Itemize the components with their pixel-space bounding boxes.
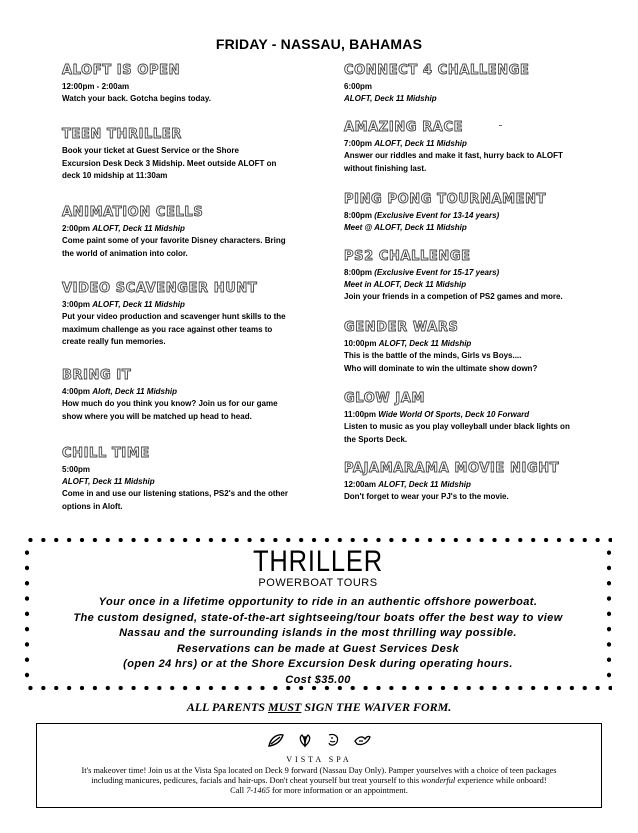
- event-title: AMAZING RACE: [344, 120, 464, 135]
- event-title: TEEN THRILLER: [62, 127, 182, 142]
- bird-icon: [353, 732, 371, 748]
- event-title: ANIMATION CELLS: [62, 205, 204, 220]
- event-amazing-race: [344, 119, 606, 191]
- event-video-scavenger-hunt: [62, 280, 324, 367]
- vista-spa-ad: [36, 723, 602, 808]
- event-time: 7:00pm ALOFT, Deck 11 Midship: [344, 139, 467, 148]
- page-title: FRIDAY - NASSAU, BAHAMAS: [215, 36, 423, 52]
- event-chill-time: [62, 445, 324, 513]
- stray-mark: [499, 125, 502, 126]
- event-gender-wars: [344, 319, 606, 390]
- event-location: ALOFT, Deck 11 Midship: [62, 477, 155, 486]
- flower-icon: [296, 732, 314, 748]
- spa-logo-icons: [37, 732, 601, 753]
- event-title: GENDER WARS: [344, 320, 459, 335]
- event-title: VIDEO SCAVENGER HUNT: [62, 281, 258, 296]
- event-location: Meet @ ALOFT, Deck 11 Midship: [344, 223, 467, 232]
- event-time: 4:00pm Aloft, Deck 11 Midship: [62, 387, 178, 396]
- event-teen-thriller: [62, 126, 324, 204]
- powerboat-ad: [24, 537, 612, 691]
- spa-description: It's makeover time! Join us at the Vista Spa located on Deck 9 forward (Nassau Day Only). Pamper yourselves with a choice of teen packages including manicures, pedicures, facials and hair-ups. Don't cheat yourself but treat yourself to this wonderful experience while onboard! Call 7-1465 for more information or an appointment.: [81, 766, 557, 795]
- event-desc: without finishing last.: [344, 163, 427, 173]
- event-desc: Come paint some of your favorite Disney characters. Bring: [62, 236, 286, 245]
- event-desc: show where you will be matched up head to head.: [62, 411, 252, 421]
- event-bring-it: [62, 367, 324, 445]
- event-animation-cells: [62, 204, 324, 280]
- event-desc: Who will dominate to win the ultimate show down?: [344, 363, 538, 373]
- right-column: [344, 62, 606, 504]
- event-title: CONNECT 4 CHALLENGE: [344, 63, 530, 78]
- event-title: CHILL TIME: [62, 446, 150, 461]
- event-desc: Put your video production and scavenger hunt skills to the: [62, 312, 286, 321]
- event-desc: the world of animation into color.: [62, 248, 188, 258]
- event-desc: Join your friends in a competion of PS2 games and more.: [344, 292, 563, 301]
- event-time: 11:00pm Wide World Of Sports, Deck 10 Forward: [344, 410, 530, 419]
- event-desc: Listen to music as you play volleyball under black lights on: [344, 422, 570, 431]
- event-title: ALOFT IS OPEN: [62, 63, 181, 78]
- event-desc: How much do you think you know? Join us for our game: [62, 399, 278, 408]
- event-desc: Don't forget to wear your PJ's to the movie.: [344, 492, 509, 501]
- event-desc: create really fun memories.: [62, 337, 166, 346]
- face-icon: [324, 732, 342, 748]
- event-desc: This is the battle of the minds, Girls vs Boys....: [344, 351, 522, 360]
- event-desc: deck 10 midship at 11:30am: [62, 171, 168, 180]
- event-desc: Answer our riddles and make it fast, hurry back to ALOFT: [344, 151, 563, 160]
- event-aloft-is-open: [62, 62, 324, 126]
- event-pajamarama-movie-night: [344, 460, 606, 504]
- event-location: ALOFT, Deck 11 Midship: [344, 94, 437, 103]
- event-glow-jam: [344, 390, 606, 460]
- event-time: 2:00pm ALOFT, Deck 11 Midship: [62, 224, 185, 233]
- event-desc: options in Aloft.: [62, 501, 123, 511]
- event-time: 12:00am ALOFT, Deck 11 Midship: [344, 480, 471, 489]
- powerboat-description: Your once in a lifetime opportunity to ride in an authentic offshore powerboat. The custom designed, state-of-the-art sightseeing/tour boats offer the best way to view Nassau and the surrounding islands in the most thrilling way possible. Reservations can be made at Guest Services Desk (open 24 hrs) or at the Shore Excursion Desk during operating hours. Cost $35.00: [24, 595, 612, 688]
- powerboat-cost: Cost $35.00: [285, 673, 351, 686]
- event-connect-4-challenge: [344, 62, 606, 119]
- event-time: 12:00pm - 2:00am: [62, 82, 130, 91]
- event-desc: Excursion Desk Deck 3 Midship. Meet outside ALOFT on: [62, 158, 277, 168]
- powerboat-subtitle: POWERBOAT TOURS: [258, 577, 378, 589]
- event-desc: maximum challenge as you race against other teams to: [62, 324, 273, 334]
- event-location: Meet in ALOFT, Deck 11 Midship: [344, 280, 467, 289]
- event-title: PING PONG TOURNAMENT: [344, 192, 547, 207]
- event-time: 10:00pm ALOFT, Deck 11 Midship: [344, 339, 472, 348]
- left-column: [62, 62, 324, 513]
- event-time: 3:00pm ALOFT, Deck 11 Midship: [62, 300, 185, 309]
- event-ping-pong-tournament: [344, 191, 606, 248]
- event-desc: Book your ticket at Guest Service or the Shore: [62, 146, 239, 155]
- event-desc: the Sports Deck.: [344, 434, 408, 444]
- event-title: GLOW JAM: [344, 391, 426, 406]
- thriller-logo: THRILLER: [252, 545, 384, 578]
- waiver-notice: ALL PARENTS MUST SIGN THE WAIVER FORM.: [186, 700, 452, 714]
- event-title: BRING IT: [62, 368, 132, 383]
- event-time: 5:00pm: [62, 465, 91, 474]
- event-time: 8:00pm (Exclusive Event for 15-17 years): [344, 268, 500, 277]
- leaf-icon: [267, 732, 285, 748]
- event-ps2-challenge: [344, 248, 606, 319]
- event-time: 6:00pm: [344, 82, 373, 91]
- event-title: PS2 CHALLENGE: [344, 249, 471, 264]
- dotted-border-top: [24, 537, 612, 543]
- event-desc: Watch your back. Gotcha begins today.: [62, 94, 211, 103]
- event-title: PAJAMARAMA MOVIE NIGHT: [344, 461, 560, 476]
- event-desc: Come in and use our listening stations, PS2's and the other: [62, 489, 288, 498]
- event-time: 8:00pm (Exclusive Event for 13-14 years): [344, 211, 500, 220]
- spa-name: VISTA SPA: [286, 755, 352, 764]
